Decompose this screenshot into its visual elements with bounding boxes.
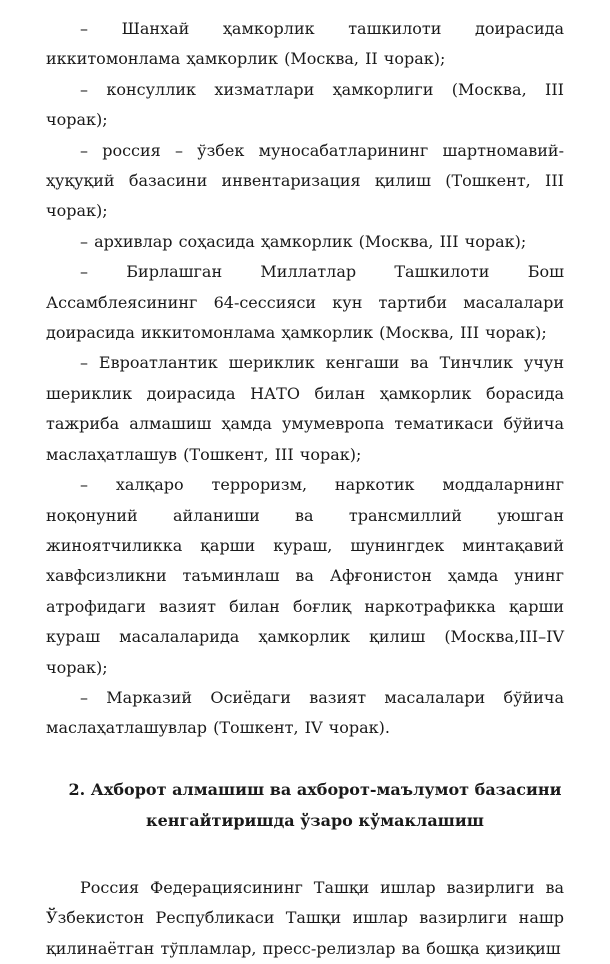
bullet-un-general-assembly: – Бирлашган Миллатлар Ташкилоти Бош Ассамблеясининг 64-сессияси кун тартиби масалалари доирасида иккитомонлама ҳамкорлик (Москва, III чорак);: [46, 262, 564, 343]
bullet-nato-partnership: – Евроатлантик шериклик кенгаши ва Тинчлик учун шериклик доирасида НАТО билан ҳамкорлик борасида тажриба алмашиш ҳамда умумевропа тематикаси бўйича маслаҳатлашув (Тошкент, III чорак);: [46, 353, 564, 464]
bullet-archives-cooperation: – архивлар соҳасида ҳамкорлик (Москва, III чорак);: [80, 231, 527, 251]
section-heading-line1: 2. Ахборот алмашиш ва ахборот-маълумот базасини: [68, 779, 562, 799]
section-paragraph: Россия Федерациясининг Ташқи ишлар вазирлиги ва Ўзбекистон Республикаси Ташқи ишлар вазирлиги нашр қилинаётган тўпламлар, пресс-релизлар ва бошқа қизиқиш: [46, 877, 564, 958]
document-page: [46, 14, 564, 964]
bullet-legal-base-inventory: – россия – ўзбек муносабатларининг шартномавий-ҳуқуқий базасини инвентаризация қилиш (Тошкент, III чорак);: [46, 140, 564, 221]
section-heading-line2: кенгайтиришда ўзаро кўмаклашиш: [146, 810, 484, 830]
section-heading: [46, 774, 564, 836]
bullet-consular-services: – консуллик хизматлари ҳамкорлиги (Москва, III чорак);: [46, 79, 564, 130]
bullet-central-asia-consultations: – Марказий Осиёдаги вазият масалалари бўйича маслаҳатлашувлар (Тошкент, IV чорак).: [46, 687, 564, 738]
bullet-sco-cooperation: – Шанхай ҳамкорлик ташкилоти доирасида иккитомонлама ҳамкорлик (Москва, II чорак);: [46, 19, 564, 69]
bullet-terrorism-narcotics: – халқаро терроризм, наркотик моддаларнинг ноқонуний айланиши ва трансмиллий уюшган жиноятчиликка қарши кураш, шунингдек минтақавий хавфсизликни таъминлаш ва Афғонистон ҳамда унинг атрофидаги вазият билан боғлиқ наркотрафикка қарши кураш масалаларида ҳамкорлик қилиш (Москва,III–IV чорак);: [46, 475, 564, 677]
